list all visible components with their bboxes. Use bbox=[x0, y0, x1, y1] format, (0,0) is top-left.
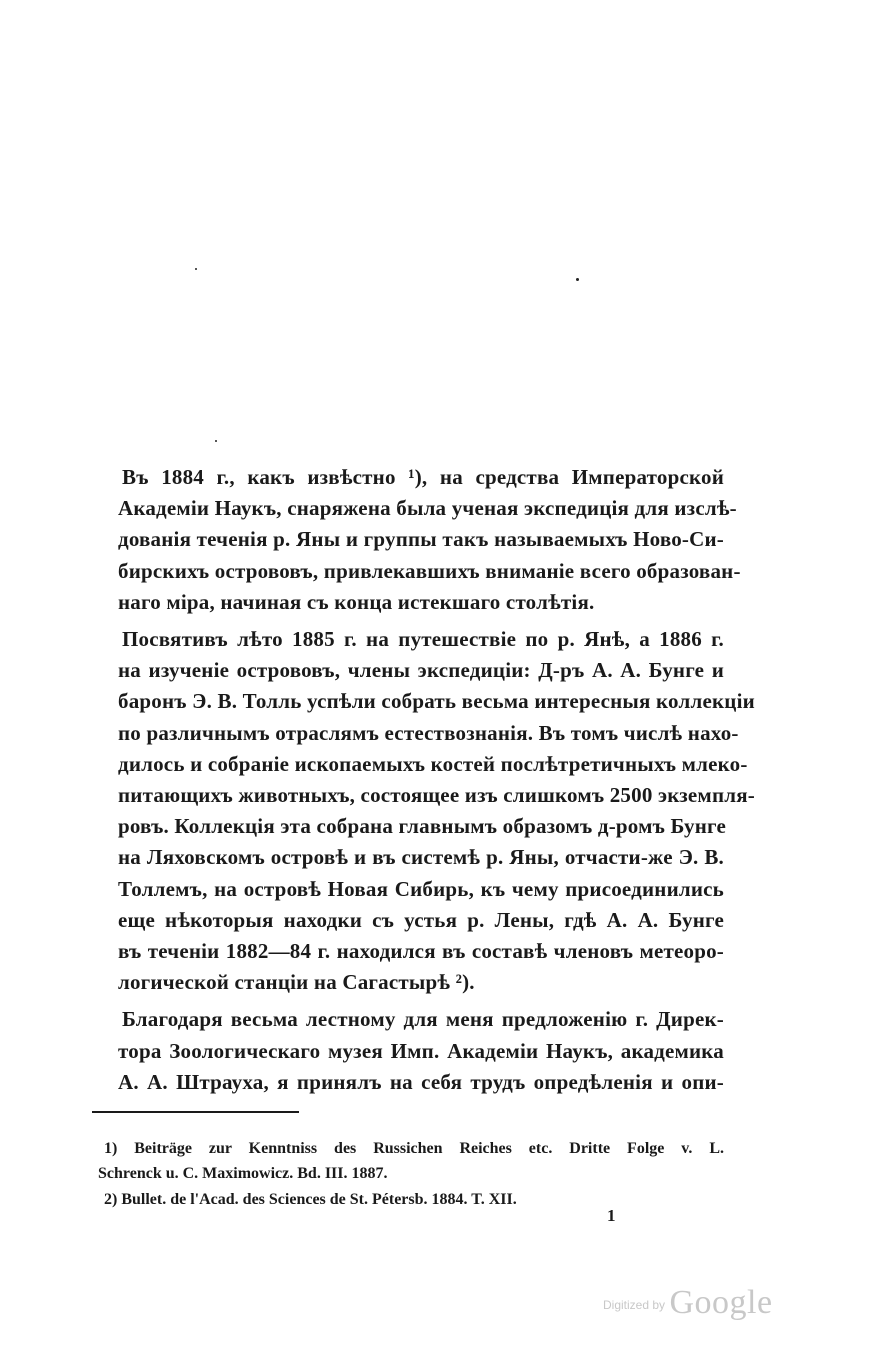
scan-speck bbox=[576, 278, 579, 281]
text-line: на Ляховскомъ островѣ и въ системѣ р. Яны, отчасти-же Э. В. bbox=[118, 845, 724, 870]
text-line: баронъ Э. В. Толль успѣли собрать весьма интересныя коллекціи bbox=[118, 689, 755, 714]
text-line: А. А. Штрауха, я принялъ на себя трудъ опредѣленія и опи- bbox=[118, 1069, 724, 1094]
text-line: Толлемъ, на островѣ Новая Сибирь, къ чему присоединились bbox=[118, 876, 724, 901]
text-line: Благодаря весьма лестному для меня предложенію г. Дирек- bbox=[122, 1007, 724, 1032]
scan-speck bbox=[195, 268, 197, 270]
paragraph-1 bbox=[118, 462, 741, 618]
paragraph-2 bbox=[118, 624, 755, 998]
text-line: на изученіе острововъ, члены экспедиціи: Д-ръ А. А. Бунге и bbox=[118, 658, 724, 683]
scan-speck bbox=[215, 440, 217, 442]
page-number: 1 bbox=[607, 1206, 616, 1225]
footnote-2 bbox=[104, 1187, 724, 1212]
footnote-line: Schrenck u. C. Maximowicz. Bd. III. 1887. bbox=[98, 1165, 388, 1182]
text-line: логической станціи на Сагастырѣ ²). bbox=[118, 970, 475, 995]
digitized-by-google-watermark bbox=[603, 1284, 773, 1322]
text-line: тора Зоологическаго музея Имп. Академіи Наукъ, академика bbox=[118, 1038, 724, 1063]
footnote-line: 2) Bullet. de l'Acad. des Sciences de St. Pétersb. 1884. T. XII. bbox=[104, 1191, 517, 1208]
google-logo-text: Google bbox=[669, 1284, 773, 1321]
text-line: ровъ. Коллекція эта собрана главнымъ образомъ д-ромъ Бунге bbox=[118, 814, 727, 839]
text-line: дованія теченія р. Яны и группы такъ называемыхъ Ново-Си- bbox=[118, 527, 724, 552]
watermark-prefix: Digitized by bbox=[603, 1298, 666, 1312]
footnote-line: 1) Beiträge zur Kenntniss des Russichen Reiches etc. Dritte Folge v. L. bbox=[104, 1140, 724, 1157]
footnotes bbox=[98, 1136, 724, 1212]
text-line: дилось и собраніе ископаемыхъ костей послѣтретичныхъ млеко- bbox=[118, 751, 748, 776]
text-line: Посвятивъ лѣто 1885 г. на путешествіе по р. Янѣ, а 1886 г. bbox=[122, 627, 724, 652]
paragraph-3 bbox=[118, 1004, 724, 1098]
body-text bbox=[118, 462, 755, 1098]
text-line: наго міра, начиная съ конца истекшаго столѣтія. bbox=[118, 589, 595, 614]
text-line: Академіи Наукъ, снаряжена была ученая экспедиція для изслѣ- bbox=[118, 496, 737, 521]
text-line: питающихъ животныхъ, состоящее изъ слишкомъ 2500 экземпля- bbox=[118, 783, 755, 808]
text-line: еще нѣкоторыя находки съ устья р. Лены, гдѣ А. А. Бунге bbox=[118, 907, 724, 932]
text-line: бирскихъ острововъ, привлекавшихъ вниманіе всего образован- bbox=[118, 558, 741, 583]
text-line: въ теченіи 1882—84 г. находился въ составѣ членовъ метеоро- bbox=[118, 939, 724, 964]
footnote-divider bbox=[92, 1111, 299, 1113]
footnote-1 bbox=[98, 1136, 724, 1186]
text-line: Въ 1884 г., какъ извѣстно ¹), на средства Императорской bbox=[122, 465, 724, 489]
text-line: по различнымъ отраслямъ естествознанія. Въ томъ числѣ нахо- bbox=[118, 720, 739, 745]
